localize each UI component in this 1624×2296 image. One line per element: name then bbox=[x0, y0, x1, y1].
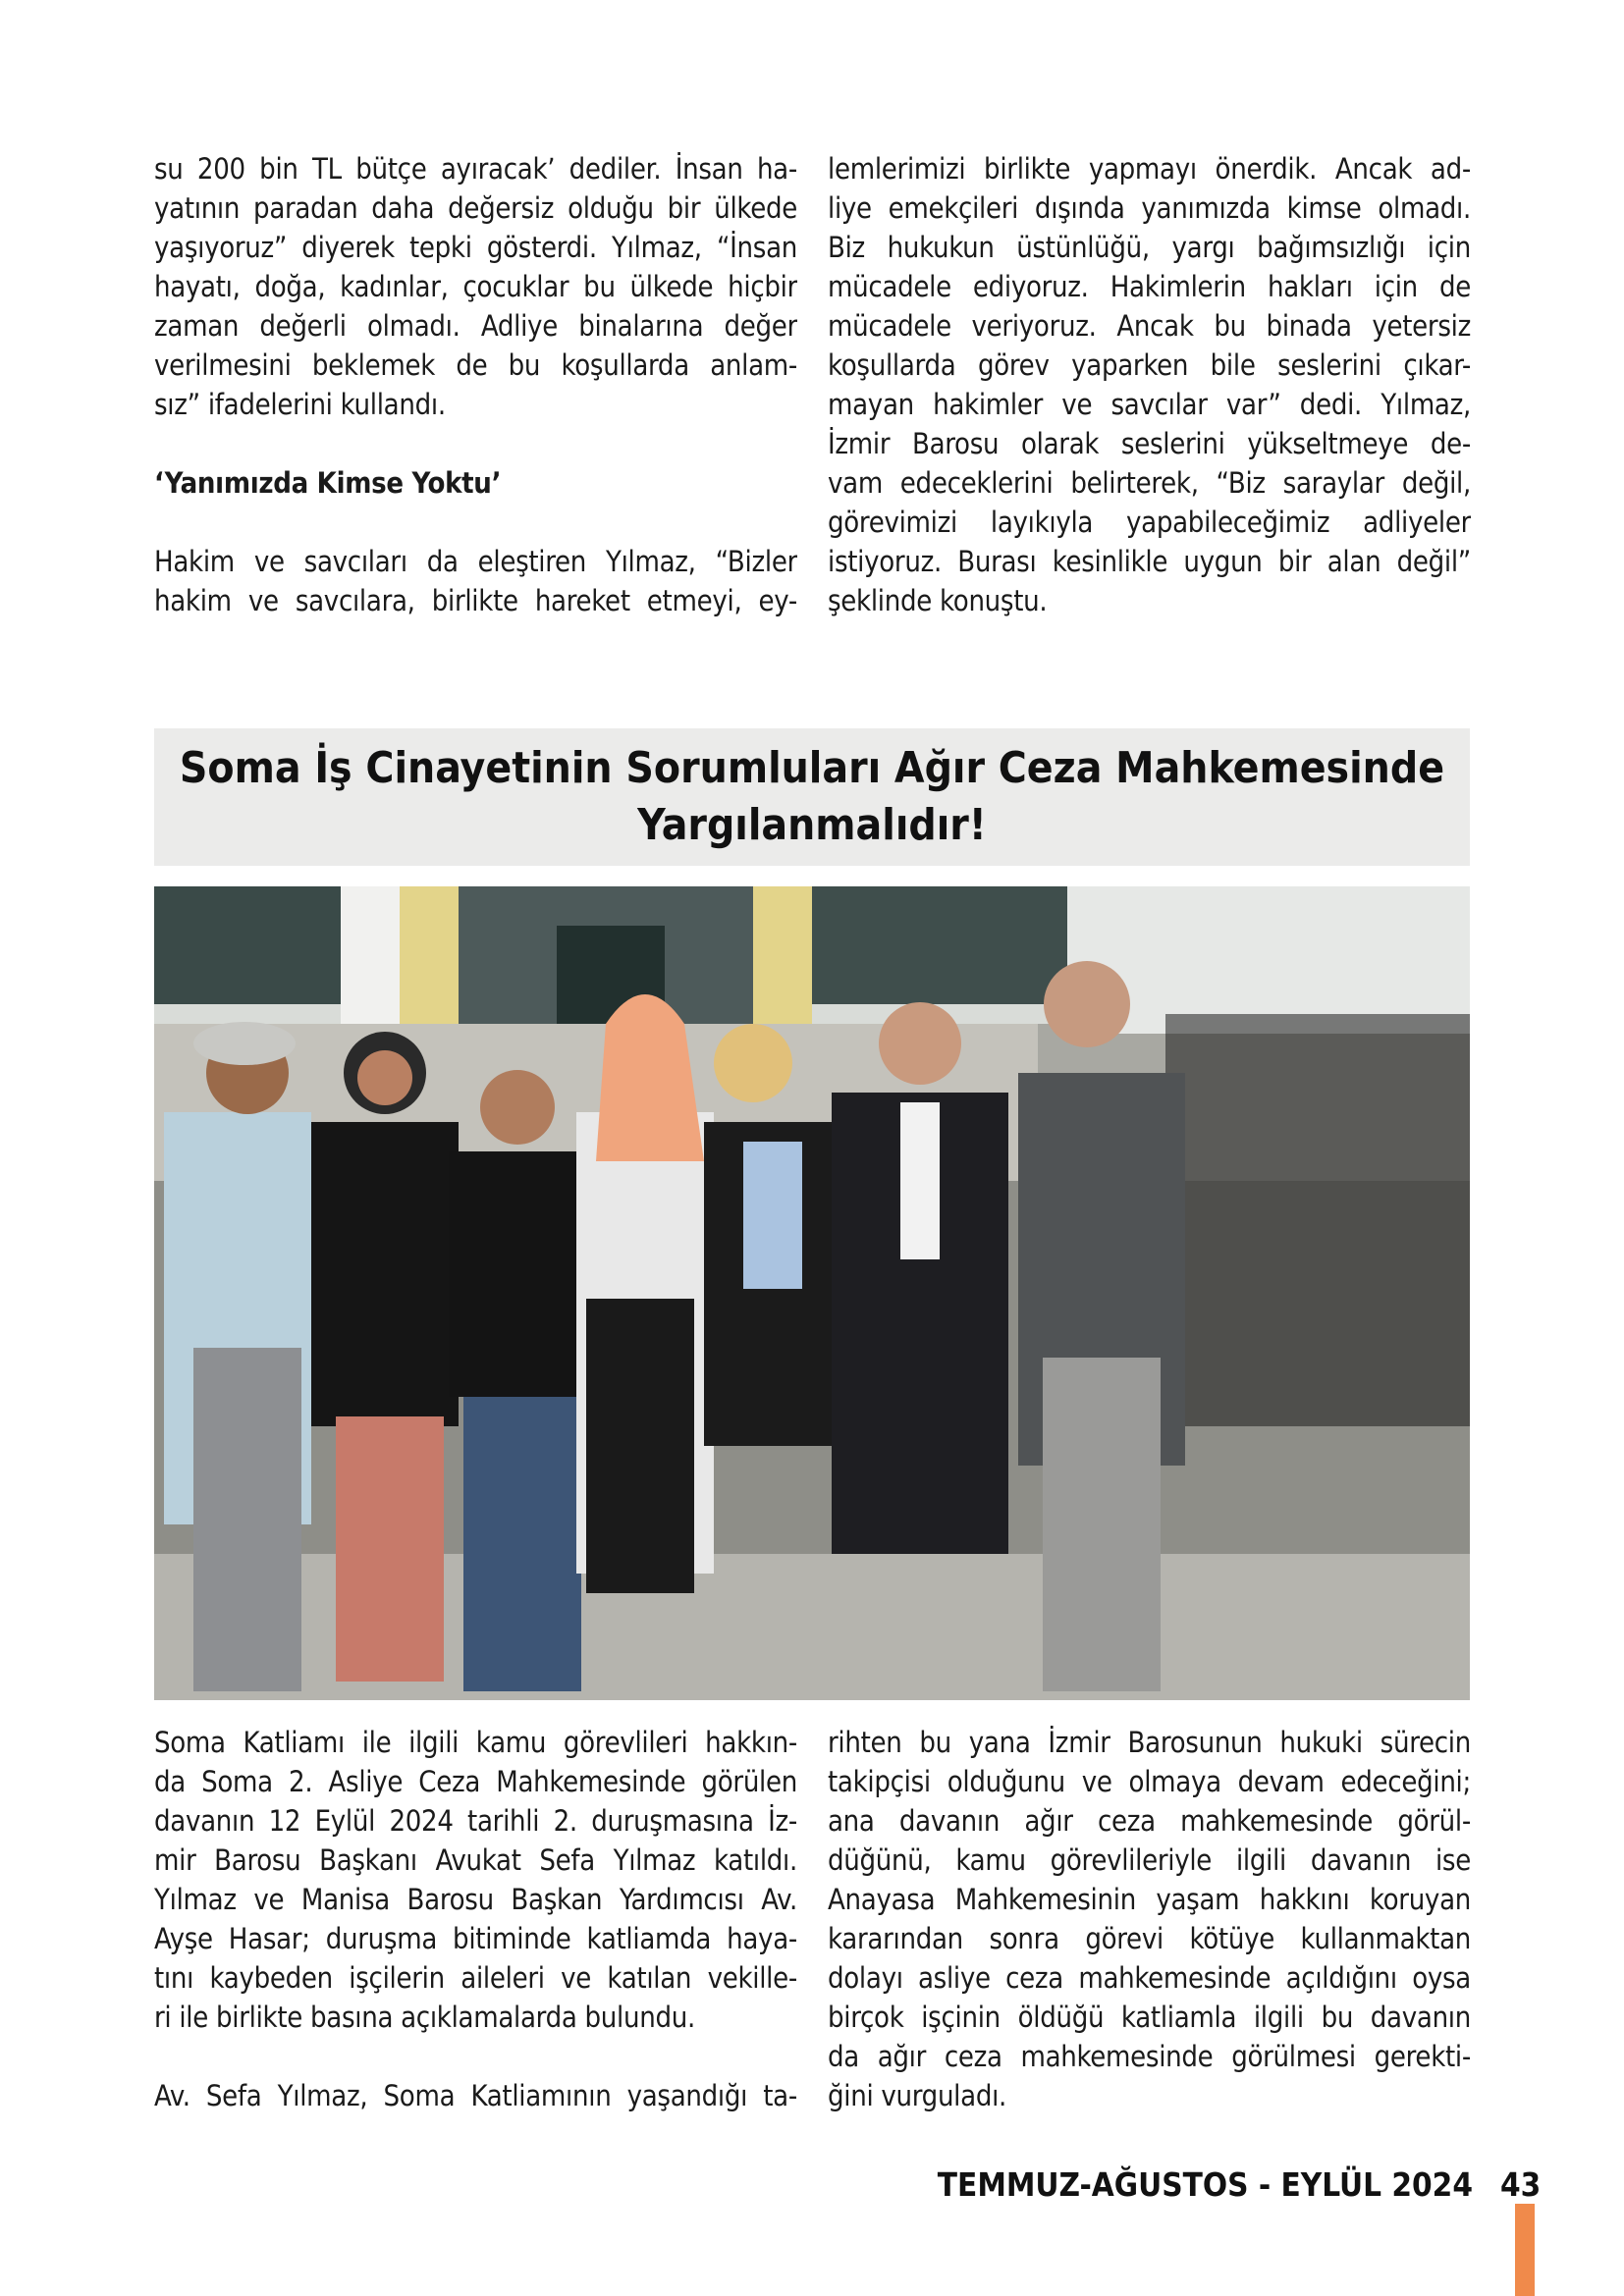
paragraph bbox=[828, 149, 1471, 620]
text-line: düğünü, kamu görevlileriyle ilgili davanın ise bbox=[828, 1843, 1471, 1877]
text-line: koşullarda görev yaparken bile seslerini çıkar- bbox=[828, 348, 1471, 382]
text-line: Hakim ve savcıları da eleştiren Yılmaz, “Bizler bbox=[154, 545, 797, 578]
text-line: zaman değerli olmadı. Adliye binalarına değer bbox=[154, 309, 797, 343]
text-line: istiyoruz. Burası kesinlikle uygun bir alan değil” bbox=[828, 545, 1471, 578]
paragraph bbox=[154, 2076, 797, 2115]
text-line: yaşıyoruz” diyerek tepki gösterdi. Yılmaz, “İnsan bbox=[154, 231, 797, 264]
text-line: ana davanın ağır ceza mahkemesinde görül- bbox=[828, 1804, 1471, 1838]
article-title bbox=[180, 740, 1444, 854]
text-line: hakim ve savcılara, birlikte hareket etmeyi, ey- bbox=[154, 584, 797, 617]
text-line: yatının paradan daha değersiz olduğu bir ülkede bbox=[154, 191, 797, 225]
text-line: mayan hakimler ve savcılar var” dedi. Yılmaz, bbox=[828, 388, 1471, 421]
text-line: görevimizi layıkıyla yapabileceğimiz adliyeler bbox=[828, 506, 1471, 539]
text-line: rihten bu yana İzmir Barosunun hukuki sürecin bbox=[828, 1726, 1471, 1759]
paragraph bbox=[154, 1723, 797, 2037]
text-line: İzmir Barosu olarak seslerini yükseltmeye de- bbox=[828, 427, 1471, 460]
text-line: tını kaybeden işçilerin aileleri ve katılan vekille- bbox=[154, 1961, 797, 1995]
text-line: su 200 bin TL bütçe ayıracak’ dediler. İnsan ha- bbox=[154, 152, 797, 186]
text-line: Av. Sefa Yılmaz, Soma Katliamının yaşandığı ta- bbox=[154, 2079, 797, 2112]
text-line: Soma Katliamı ile ilgili kamu görevlileri hakkın- bbox=[154, 1726, 797, 1759]
top-left-column bbox=[154, 149, 797, 620]
text-line: birçok işçinin öldüğü katliamla ilgili bu davanın bbox=[828, 2001, 1471, 2034]
text-line: mücadele veriyoruz. Ancak bu binada yetersiz bbox=[828, 309, 1471, 343]
text-line: da ağır ceza mahkemesinde görülmesi gerekti- bbox=[828, 2040, 1471, 2073]
text-line: şeklinde konuştu. bbox=[828, 584, 1048, 617]
text-line: Biz hukukun üstünlüğü, yargı bağımsızlığı için bbox=[828, 231, 1471, 264]
text-line: Anayasa Mahkemesinin yaşam hakkını koruyan bbox=[828, 1883, 1471, 1916]
text-line: verilmesini beklemek de bu koşullarda anlam- bbox=[154, 348, 797, 382]
text-line: ri ile birlikte basına açıklamalarda bulundu. bbox=[154, 2001, 695, 2034]
text-line: Ayşe Hasar; duruşma bitiminde katliamda haya- bbox=[154, 1922, 797, 1955]
page-number: 43 bbox=[1500, 2165, 1542, 2204]
accent-bar bbox=[1515, 2204, 1535, 2296]
paragraph bbox=[828, 1723, 1471, 2115]
text-line: takipçisi olduğunu ve olmaya devam edeceğini; bbox=[828, 1765, 1471, 1798]
issue-label: TEMMUZ-AĞUSTOS - EYLÜL 2024 bbox=[937, 2165, 1473, 2204]
text-line: Yılmaz ve Manisa Barosu Başkan Yardımcısı Av. bbox=[154, 1883, 797, 1916]
text-line: vam edeceklerini belirterek, “Biz saraylar değil, bbox=[828, 466, 1471, 500]
article-title-box bbox=[154, 728, 1470, 866]
text-line: ğini vurguladı. bbox=[828, 2079, 1007, 2112]
group-photo bbox=[154, 886, 1470, 1700]
paragraph bbox=[154, 149, 797, 424]
paragraph bbox=[154, 542, 797, 620]
text-line: liye emekçileri dışında yanımızda kimse olmadı. bbox=[828, 191, 1471, 225]
text-line: sız” ifadelerini kullandı. bbox=[154, 388, 446, 421]
title-line: Soma İş Cinayetinin Sorumluları Ağır Ceza Mahkemesinde bbox=[179, 743, 1445, 793]
title-line: Yargılanmalıdır! bbox=[637, 800, 987, 850]
text-line: lemlerimizi birlikte yapmayı önerdik. Ancak ad- bbox=[828, 152, 1471, 186]
photo-illustration bbox=[154, 886, 1470, 1700]
article-right-column bbox=[828, 1723, 1471, 2115]
text-line: mir Barosu Başkanı Avukat Sefa Yılmaz katıldı. bbox=[154, 1843, 797, 1877]
article-left-column bbox=[154, 1723, 797, 2115]
text-line: mücadele ediyoruz. Hakimlerin hakları için de bbox=[828, 270, 1471, 303]
text-line: da Soma 2. Asliye Ceza Mahkemesinde görülen bbox=[154, 1765, 797, 1798]
subheading: ‘Yanımızda Kimse Yoktu’ bbox=[154, 466, 502, 500]
top-right-column bbox=[828, 149, 1471, 620]
text-line: dolayı asliye ceza mahkemesinde açıldığını oysa bbox=[828, 1961, 1471, 1995]
text-line: kararından sonra görevi kötüye kullanmaktan bbox=[828, 1922, 1471, 1955]
text-line: davanın 12 Eylül 2024 tarihli 2. duruşmasına İz- bbox=[154, 1804, 797, 1838]
text-line: hayatı, doğa, kadınlar, çocuklar bu ülkede hiçbir bbox=[154, 270, 797, 303]
